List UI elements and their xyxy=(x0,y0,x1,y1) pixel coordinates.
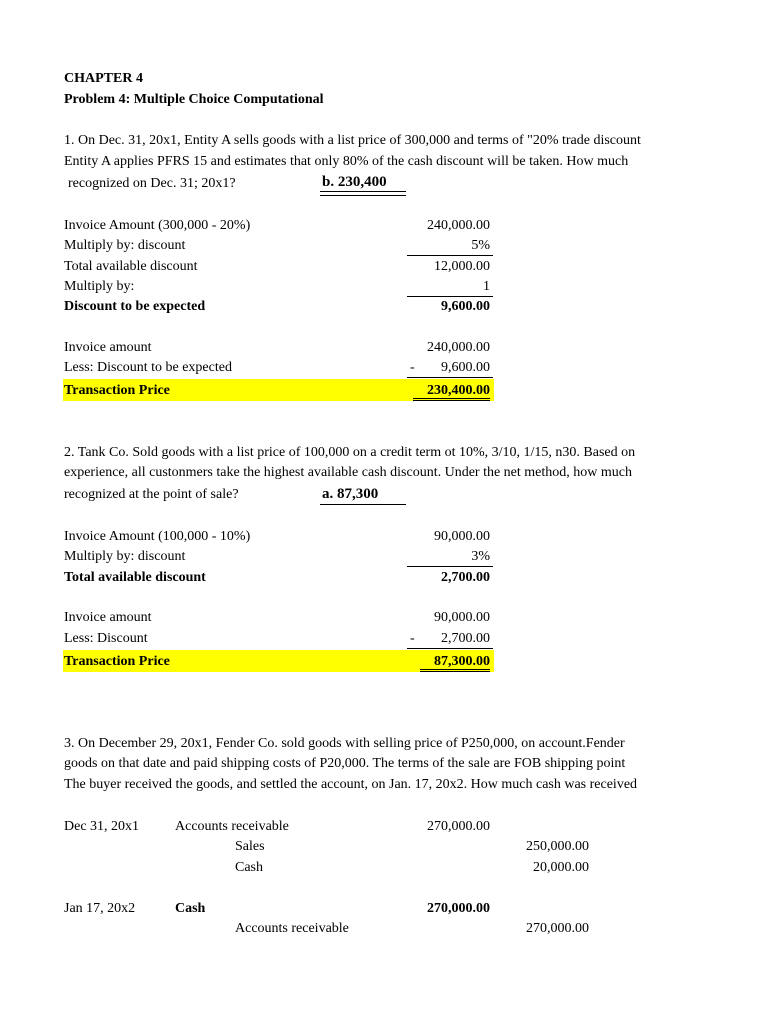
q2-answer: a. 87,300 xyxy=(322,486,379,502)
problem-heading: Problem 4: Multiple Choice Computational xyxy=(64,92,324,107)
entry-5-credit: 270,000.00 xyxy=(526,921,589,936)
q1-calc-value-4: 1 xyxy=(483,279,490,294)
q2-text-line-1: 2. Tank Co. Sold goods with a list price of 100,000 on a credit term ot 10%, 3/10, 1/15, n30. Based on xyxy=(64,445,636,460)
q2-calc-label-3: Total available discount xyxy=(64,570,206,585)
q2-calc-label-2: Multiply by: discount xyxy=(64,549,186,564)
q2-final-value-2: 2,700.00 xyxy=(441,631,490,646)
q2-subtotal-rule xyxy=(407,566,493,567)
q1-calc-label-3: Total available discount xyxy=(64,259,198,274)
entry-4-debit: 270,000.00 xyxy=(427,901,490,916)
entry-2-credit: 250,000.00 xyxy=(526,839,589,854)
q1-text-line-1: 1. On Dec. 31, 20x1, Entity A sells goods with a list price of 300,000 and terms of "20% trade discount xyxy=(64,133,641,148)
q1-answer: b. 230,400 xyxy=(322,174,387,190)
entry-3-credit: 20,000.00 xyxy=(533,860,589,875)
q2-final-label-1: Invoice amount xyxy=(64,610,152,625)
q1-final-label-3: Transaction Price xyxy=(64,383,170,398)
q1-text-line-3: recognized on Dec. 31; 20x1? xyxy=(68,176,236,191)
entry-1-date: Dec 31, 20x1 xyxy=(64,819,140,834)
q1-calc-value-2: 5% xyxy=(471,238,490,253)
entry-4-date: Jan 17, 20x2 xyxy=(64,901,136,916)
q3-text-line-1: 3. On December 29, 20x1, Fender Co. sold goods with selling price of P250,000, on account.Fender xyxy=(64,736,625,751)
q2-final-value-1: 90,000.00 xyxy=(434,610,490,625)
q2-transaction-price-value: 87,300.00 xyxy=(420,654,490,672)
q2-final-label-2: Less: Discount xyxy=(64,631,148,646)
q1-calc-value-5: 9,600.00 xyxy=(441,299,490,314)
q2-final-value-3 xyxy=(380,653,490,671)
q1-transaction-price-value: 230,400.00 xyxy=(413,383,490,401)
q2-final-rule xyxy=(407,648,493,649)
q1-calc-label-4: Multiply by: xyxy=(64,279,135,294)
q2-final-label-3: Transaction Price xyxy=(64,654,170,669)
q3-text-line-3: The buyer received the goods, and settled the account, on Jan. 17, 20x2. How much cash was received xyxy=(64,777,638,792)
q2-answer-underline xyxy=(320,504,406,505)
q1-final-value-3 xyxy=(380,382,490,400)
q2-final-dash: - xyxy=(410,631,415,646)
q1-calc-value-3: 12,000.00 xyxy=(434,259,490,274)
q1-final-dash: - xyxy=(410,360,415,375)
entry-1-account: Accounts receivable xyxy=(175,819,289,834)
entry-5-account: Accounts receivable xyxy=(235,921,349,936)
q1-final-value-1: 240,000.00 xyxy=(427,340,490,355)
q1-calc-label-5: Discount to be expected xyxy=(64,299,206,314)
q1-answer-underline xyxy=(320,191,406,196)
entry-1-debit: 270,000.00 xyxy=(427,819,490,834)
entry-2-account: Sales xyxy=(235,839,265,854)
q2-calc-value-1: 90,000.00 xyxy=(434,529,490,544)
q1-final-value-2: 9,600.00 xyxy=(441,360,490,375)
q1-final-label-2: Less: Discount to be expected xyxy=(64,360,232,375)
q2-calc-value-2: 3% xyxy=(471,549,490,564)
q2-calc-value-3: 2,700.00 xyxy=(441,570,490,585)
q1-calc-label-1: Invoice Amount (300,000 - 20%) xyxy=(64,218,251,233)
q2-text-line-3: recognized at the point of sale? xyxy=(64,487,239,502)
q1-subtotal-rule-2 xyxy=(407,296,493,297)
q2-text-line-2: experience, all custonmers take the highest available cash discount. Under the net method, how much xyxy=(64,465,632,480)
q1-subtotal-rule-1 xyxy=(407,255,493,256)
q1-final-rule xyxy=(407,377,493,378)
chapter-heading: CHAPTER 4 xyxy=(64,71,143,86)
q2-calc-label-1: Invoice Amount (100,000 - 10%) xyxy=(64,529,251,544)
q1-calc-value-1: 240,000.00 xyxy=(427,218,490,233)
q1-calc-label-2: Multiply by: discount xyxy=(64,238,186,253)
entry-4-account: Cash xyxy=(175,901,206,916)
entry-3-account: Cash xyxy=(235,860,263,875)
q3-text-line-2: goods on that date and paid shipping costs of P20,000. The terms of the sale are FOB shipping point xyxy=(64,756,626,771)
q1-text-line-2: Entity A applies PFRS 15 and estimates that only 80% of the cash discount will be taken. How much xyxy=(64,154,629,169)
q1-final-label-1: Invoice amount xyxy=(64,340,152,355)
